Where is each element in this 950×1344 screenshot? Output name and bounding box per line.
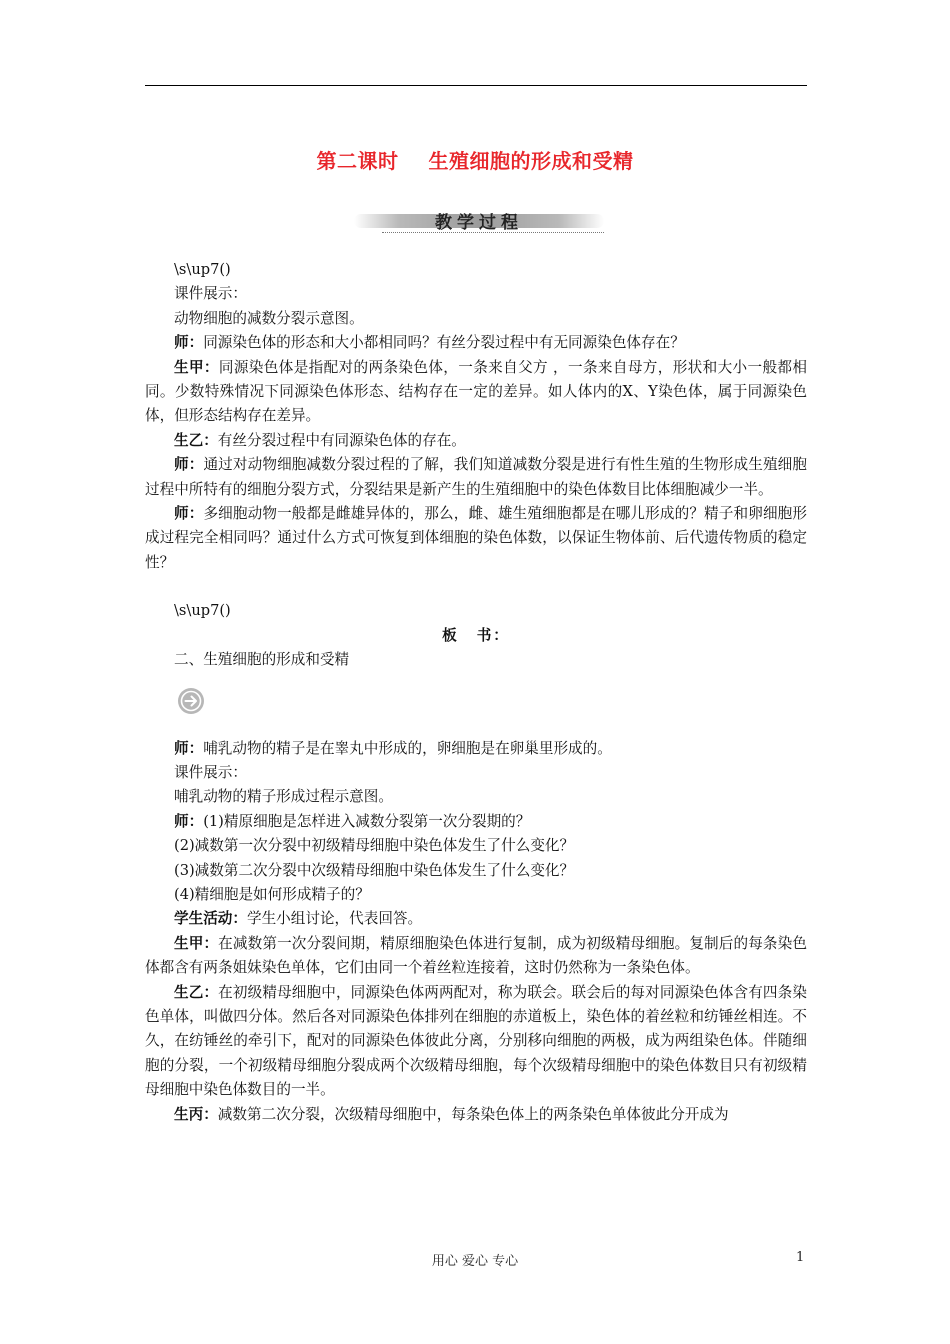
board-text: 二、生殖细胞的形成和受精: [174, 651, 350, 669]
speaker-label: 师：: [174, 456, 204, 474]
question-line: (2)减数第一次分裂中初级精母细胞中染色体发生了什么变化？: [174, 837, 575, 855]
text-line: 课件展示：: [174, 285, 247, 303]
speech-text: 哺乳动物的精子是在睾丸中形成的，卵细胞是在卵巢里形成的。: [203, 739, 612, 757]
dialogue-paragraph: [145, 1103, 807, 1127]
dialogue-paragraph: [145, 737, 807, 761]
speech-text: 在初级精母细胞中，同源染色体两两配对，称为联会。联会后的每对同源染色体含有四条染色单体，叫做四分体。然后各对同源染色体排列在细胞的赤道板上，染色体的着丝粒和纺锤丝相连。不久，在纺锤丝的牵引下，配对的同源染色体彼此分离，分别移向细胞的两极，成为两组染色体。伴随细胞的分裂，一个初级精母细胞分裂成两个次级精母细胞，每个次级精母细胞中的染色体数目只有初级精母细胞中染色体数目的一半。: [145, 983, 807, 1099]
dialogue-paragraph: [145, 932, 807, 981]
speaker-label: 师：: [174, 334, 204, 352]
title-part-1: 第二课时: [316, 149, 399, 173]
speech-text: 有丝分裂过程中有同源染色体的存在。: [217, 431, 466, 449]
board-heading: [145, 624, 807, 648]
section-banner: [354, 206, 604, 232]
speaker-label: 生丙：: [174, 1105, 218, 1123]
speaker-label: 生甲：: [174, 358, 219, 376]
speech-text: 减数第二次分裂，次级精母细胞中，每条染色体上的两条染色单体彼此分开成为: [217, 1105, 729, 1123]
page-footer: 用心 爱心 专心: [431, 1254, 519, 1269]
dialogue-paragraph: [145, 502, 807, 575]
speaker-label: 生乙：: [174, 983, 219, 1001]
speech-text: 同源染色体是指配对的两条染色体，一条来自父方 ，一条来自母方，形状和大小一般都相同。少数特殊情况下同源染色体形态、结构存在一定的差异。如人体内的X、Y染色体，属于同源染色体，但形态结构存在差异。: [145, 358, 807, 425]
board-char: 板: [442, 626, 459, 644]
speaker-label: 生甲：: [174, 934, 219, 952]
dialogue-paragraph: [145, 331, 807, 355]
page-number: 1: [796, 1250, 805, 1265]
speaker-label: 师：: [174, 739, 204, 757]
dialogue-paragraph: [145, 810, 807, 834]
banner-dotted-line: [382, 232, 604, 233]
dialogue-paragraph: [145, 907, 807, 931]
lesson-title: [0, 145, 950, 174]
speech-text: 同源染色体的形态和大小都相同吗？有丝分裂过程中有无同源染色体存在？: [203, 334, 685, 352]
question-line: (4)精细胞是如何形成精子的？: [174, 885, 370, 903]
document-body: [145, 258, 807, 1127]
text-line: 动物细胞的减数分裂示意图。: [174, 309, 364, 327]
banner-text: 教学过程: [435, 213, 523, 233]
speech-text: 在减数第一次分裂间期，精原细胞染色体进行复制，成为初级精母细胞。复制后的每条染色体都含有两条姐妹染色单体，它们由同一个着丝粒连接着，这时仍然称为一条染色体。: [145, 934, 807, 977]
speaker-label: 学生活动：: [174, 910, 247, 928]
dialogue-paragraph: [145, 981, 807, 1103]
speech-text: 多细胞动物一般都是雌雄异体的，那么，雌、雄生殖细胞都是在哪儿形成的？精子和卵细胞形成过程完全相同吗？通过什么方式可恢复到体细胞的染色体数，以保证生物体前、后代遗传物质的稳定性？: [145, 505, 807, 571]
title-part-2: 生殖细胞的形成和受精: [428, 149, 634, 173]
speaker-label: 师：: [174, 505, 204, 523]
arrow-circle-icon: [177, 687, 205, 715]
board-char: 书：: [476, 626, 510, 644]
code-line: \s\up7(): [174, 602, 231, 620]
dialogue-paragraph: [145, 356, 807, 429]
text-line: 哺乳动物的精子形成过程示意图。: [174, 788, 393, 806]
speech-text: 学生小组讨论，代表回答。: [246, 910, 423, 928]
speaker-label: 师：: [174, 812, 204, 830]
dialogue-paragraph: [145, 429, 807, 453]
speaker-label: 生乙：: [174, 431, 218, 449]
code-line: \s\up7(): [174, 261, 231, 278]
header-rule: [145, 85, 807, 86]
speech-text: 通过对动物细胞减数分裂过程的了解，我们知道减数分裂是进行有性生殖的生物形成生殖细胞过程中所特有的细胞分裂方式，分裂结果是新产生的生殖细胞中的染色体数目比体细胞减少一半。: [145, 456, 807, 498]
speech-text: (1)精原细胞是怎样进入减数分裂第一次分裂期的？: [203, 812, 531, 830]
text-line: 课件展示：: [174, 763, 247, 781]
question-line: (3)减数第二次分裂中次级精母细胞中染色体发生了什么变化？: [174, 861, 575, 879]
dialogue-paragraph: [145, 453, 807, 502]
